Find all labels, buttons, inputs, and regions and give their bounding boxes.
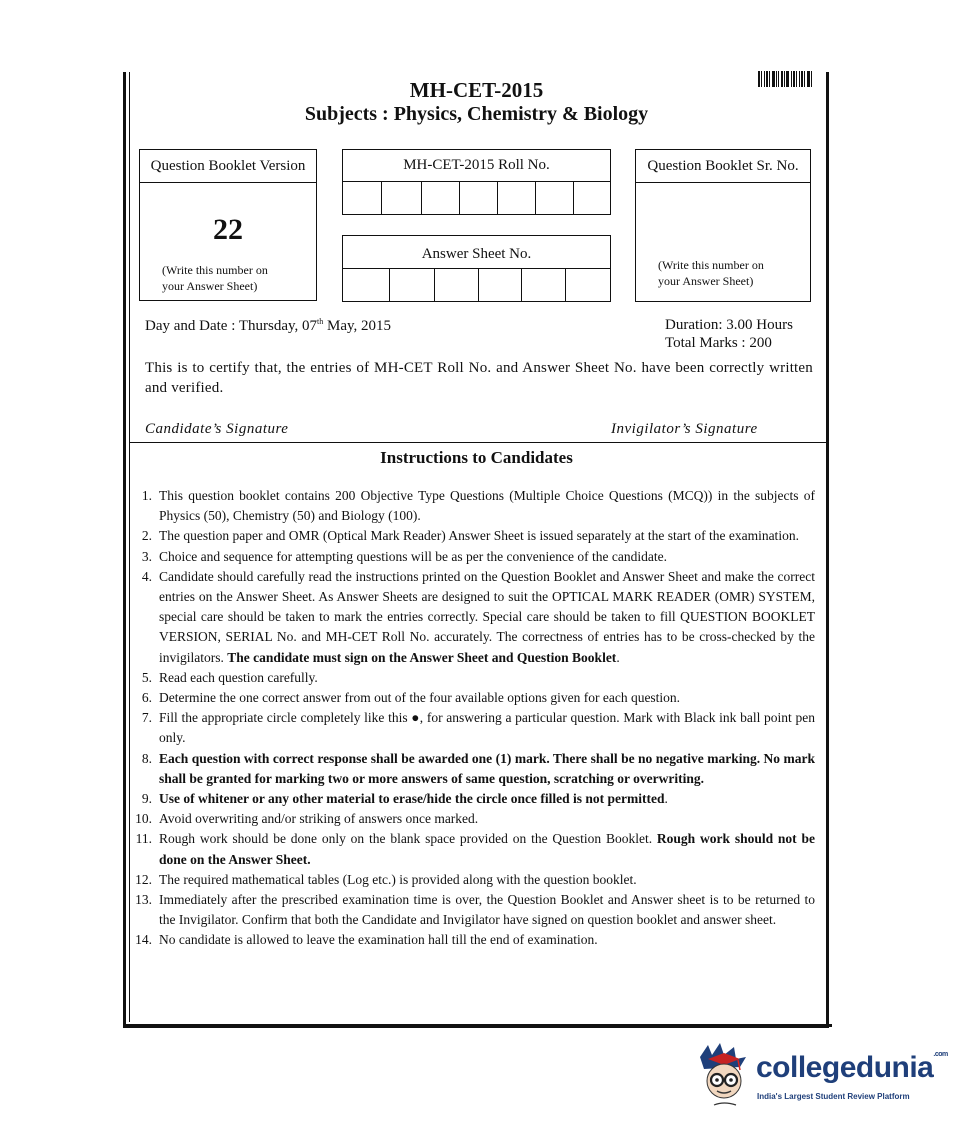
duration: Duration: 3.00 Hours xyxy=(665,317,793,333)
instruction-number: 12. xyxy=(135,871,152,887)
instruction-text: Read each question carefully. xyxy=(159,669,318,685)
page-frame-inner-left xyxy=(129,72,130,1022)
instruction-text: Rough work should be done only on the blank space provided on the Question Booklet. xyxy=(159,831,657,847)
answer-sheet-cell[interactable] xyxy=(435,269,479,302)
instruction-number: 13. xyxy=(135,892,152,908)
exam-title: MH-CET-2015 xyxy=(409,78,544,102)
candidate-signature: Candidate’s Signature xyxy=(145,421,289,437)
instruction-text: Immediately after the prescribed examination time is over, the Question Booklet and Answer sheet is to be returned to the Invigilator. Confirm that both the Candidate and Invigilator have signed on question booklet and answer sheet. xyxy=(159,892,815,928)
note-line-1: (Write this number on xyxy=(658,258,764,272)
instruction-number: 1. xyxy=(141,488,152,503)
instruction-text: Fill the appropriate circle completely like this ●, for answering a particular question. Mark with Black ink ball point pen only. xyxy=(159,710,815,746)
instruction-text: The candidate must sign on the Answer Sheet and Question Booklet xyxy=(227,649,617,665)
logo-brand xyxy=(756,1051,948,1085)
instruction-text: Use of whitener or any other material to erase/hide the circle once filled is not permitted xyxy=(159,791,665,807)
divider xyxy=(129,442,826,443)
instruction-item xyxy=(133,930,815,950)
day-date-text: Day and Date : Thursday, 07 xyxy=(145,318,318,334)
instruction-number: 9. xyxy=(141,791,152,807)
instruction-text: The required mathematical tables (Log etc.) is provided along with the question booklet. xyxy=(159,871,637,887)
page-frame-bottom-inner xyxy=(123,1027,829,1028)
roll-no-cell[interactable] xyxy=(382,182,422,215)
instruction-number: 7. xyxy=(141,710,152,726)
instruction-item xyxy=(133,890,815,930)
instruction-text: The question paper and OMR (Optical Mark Reader) Answer Sheet is issued separately at the start of the examination. xyxy=(159,528,799,544)
instruction-number: 4. xyxy=(141,568,152,584)
instruction-number: 14. xyxy=(135,932,152,948)
day-date-rest: May, 2015 xyxy=(323,318,392,334)
instruction-item xyxy=(133,688,815,708)
barcode xyxy=(758,71,818,87)
invigilator-signature: Invigilator’s Signature xyxy=(611,421,758,437)
answer-sheet-cells xyxy=(343,269,610,302)
instruction-number: 10. xyxy=(135,811,152,827)
instruction-item xyxy=(133,749,815,789)
instruction-text: . xyxy=(616,649,620,665)
total-marks: Total Marks : 200 xyxy=(665,335,772,351)
roll-no-cell[interactable] xyxy=(460,182,498,215)
instruction-number: 5. xyxy=(141,669,152,685)
instruction-number: 11. xyxy=(135,831,152,847)
instruction-item xyxy=(133,547,815,567)
instruction-text: Rough work should not be done on the Answer Sheet. xyxy=(159,831,815,867)
answer-sheet-cell[interactable] xyxy=(522,269,566,302)
booklet-sr-box xyxy=(635,149,811,302)
instruction-number: 6. xyxy=(141,690,152,706)
booklet-sr-label: Question Booklet Sr. No. xyxy=(636,150,810,183)
logo-suffix: .com xyxy=(933,1051,948,1058)
instruction-text: This question booklet contains 200 Objective Type Questions (Multiple Choice Questions (MCQ)) in the subjects of Physics (50), Chemistry (50) and Biology (100). xyxy=(159,488,815,524)
note-line-1: (Write this number on xyxy=(162,263,268,277)
instruction-text: Candidate should carefully read the instructions printed on the Question Booklet and Answer Sheet and make the correct entries on the Answer Sheet. As Answer Sheets are designed to suit the OPTICAL MARK READER (OMR) SYSTEM, special care should be taken to mark the entries correctly. Special care should be taken to fill QUESTION BOOKLET VERSION, SERIAL No. and MH-CET Roll No. accurately. The correctness of entries has to be cross-checked by the invigilators. xyxy=(159,568,815,665)
instruction-number: 3. xyxy=(141,548,152,564)
instruction-item xyxy=(133,809,815,829)
answer-sheet-label: Answer Sheet No. xyxy=(343,236,610,269)
instruction-item xyxy=(133,708,815,748)
note-line-2: your Answer Sheet) xyxy=(162,279,258,293)
instructions-list xyxy=(133,486,815,951)
instruction-item xyxy=(133,668,815,688)
collegedunia-logo xyxy=(694,1043,948,1113)
roll-no-box xyxy=(342,149,611,215)
page-frame-right xyxy=(826,72,829,1027)
instruction-item xyxy=(133,829,815,869)
logo-tagline: India's Largest Student Review Platform xyxy=(757,1092,910,1101)
instruction-text: No candidate is allowed to leave the examination hall till the end of examination. xyxy=(159,932,598,948)
instruction-item xyxy=(133,526,815,546)
instruction-number: 2. xyxy=(141,528,152,544)
instruction-text: Determine the one correct answer from out of the four available options given for each question. xyxy=(159,690,681,706)
instruction-item xyxy=(133,789,815,809)
logo-brand-text: collegedunia xyxy=(756,1051,934,1084)
roll-no-label: MH-CET-2015 Roll No. xyxy=(343,150,610,182)
answer-sheet-box xyxy=(342,235,611,302)
roll-no-cell[interactable] xyxy=(536,182,574,215)
answer-sheet-cell[interactable] xyxy=(343,269,390,302)
instruction-text: Choice and sequence for attempting questions will be as per the convenience of the candidate. xyxy=(159,548,667,564)
instruction-item xyxy=(133,486,815,526)
day-date xyxy=(145,317,391,335)
day-date-sup: th xyxy=(317,317,324,326)
roll-no-cell[interactable] xyxy=(422,182,460,215)
roll-no-cells xyxy=(343,182,610,215)
subjects-title: Subjects : Physics, Chemistry & Biology xyxy=(304,103,649,125)
roll-no-cell[interactable] xyxy=(343,182,382,215)
instruction-item xyxy=(133,567,815,668)
certify-text: This is to certify that, the entries of MH-CET Roll No. and Answer Sheet No. have been correctly written and verified. xyxy=(145,360,813,396)
booklet-sr-note xyxy=(658,257,764,289)
booklet-version-label: Question Booklet Version xyxy=(140,150,316,183)
instruction-text: . xyxy=(664,791,668,807)
instruction-text: Avoid overwriting and/or striking of answers once marked. xyxy=(159,811,479,827)
instruction-item xyxy=(133,870,815,890)
roll-no-cell[interactable] xyxy=(574,182,610,215)
instruction-text: Each question with correct response shall be awarded one (1) mark. There shall be no negative marking. No mark shall be granted for marking two or more answers of same question, scratching or overwriting. xyxy=(159,750,815,786)
mascot-icon xyxy=(694,1043,756,1113)
roll-no-cell[interactable] xyxy=(498,182,536,215)
booklet-version-box xyxy=(139,149,317,301)
note-line-2: your Answer Sheet) xyxy=(658,274,754,288)
instruction-number: 8. xyxy=(141,750,152,766)
booklet-version-note xyxy=(162,262,268,294)
booklet-version-value: 22 xyxy=(213,213,243,246)
answer-sheet-cell[interactable] xyxy=(479,269,522,302)
instructions-heading: Instructions to Candidates xyxy=(380,448,573,467)
answer-sheet-cell[interactable] xyxy=(566,269,610,302)
answer-sheet-cell[interactable] xyxy=(390,269,435,302)
